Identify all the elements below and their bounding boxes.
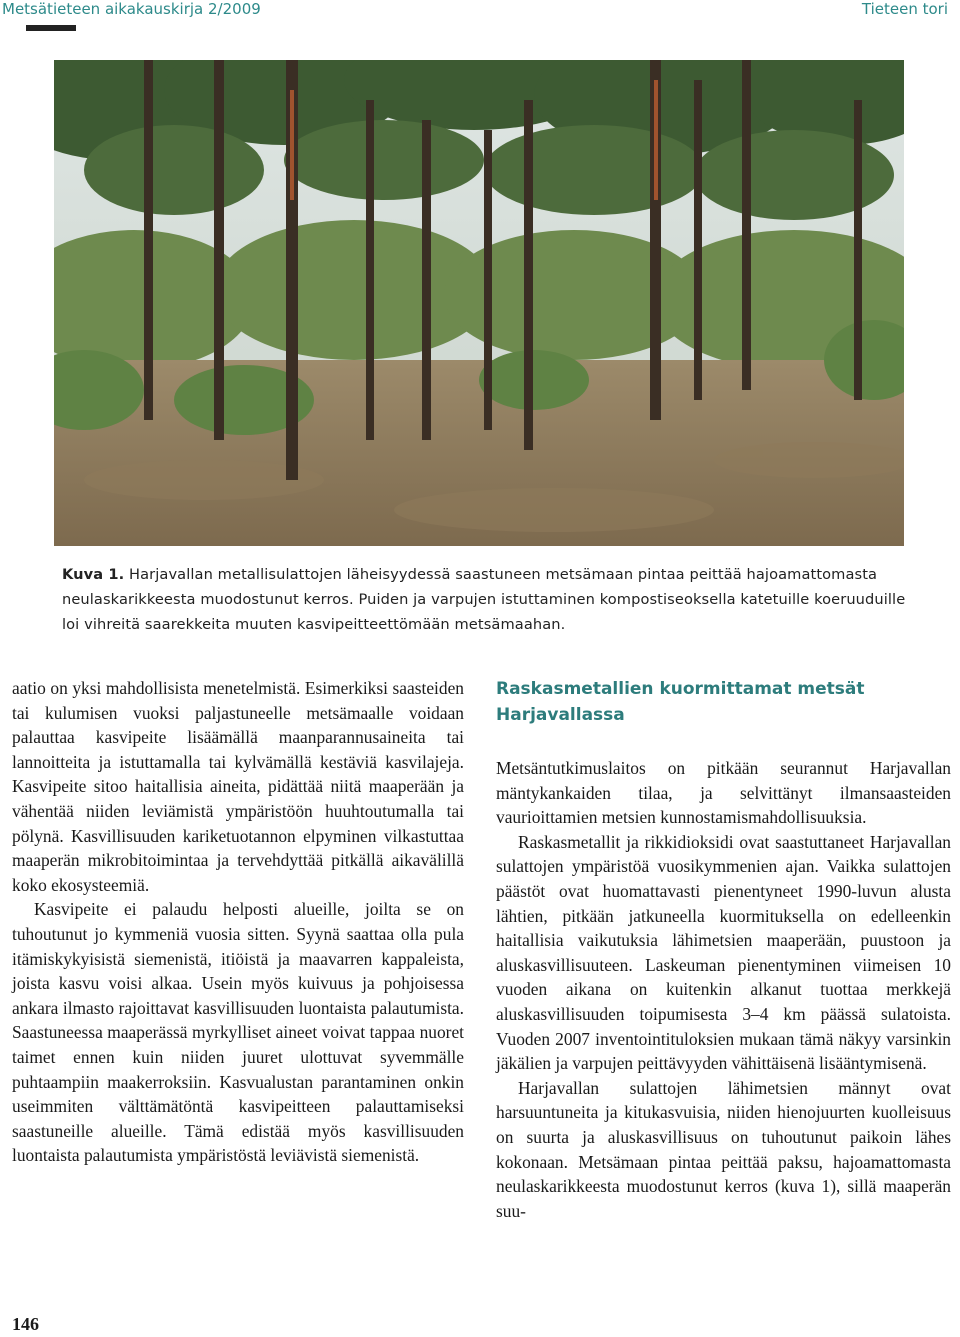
right-column bbox=[496, 676, 951, 1223]
section-title: Tieteen tori bbox=[861, 0, 948, 18]
paragraph: Kasvipeite ei palaudu helposti alueille, joilta se on tuhoutunut jo kymmeniä vuosia sitten. Syynä saattaa olla pula itämiskykyisistä siemenistä, itiöistä ja maavarren kappaleista, joista kasvu voisi alkaa. Usein myös kuivuus ja pohjoisessa ankara ilmasto rajoittavat kasvillisuuden luontaista palautumista. Saastuneessa maaperässä myrkylliset aineet voivat tappaa nuoret taimet ennen kuin niiden juuret ulottuvat syvemmälle puhtaampiin maakerroksiin. Kasvualustan parantaminen onkin useimmiten välttämätöntä kasvipeitteen palauttamiseksi saastuneille alueille. Tämä edistää myös kasvillisuuden luontaista palautumista ympäristöstä leviävistä siemenistä. bbox=[12, 899, 464, 1166]
figure-label: Kuva 1. bbox=[62, 566, 125, 583]
journal-title: Metsätieteen aikakauskirja 2/2009 bbox=[2, 0, 261, 18]
forest-photo bbox=[54, 60, 904, 546]
paragraph: aatio on yksi mahdollisista menetelmistä. Esimerkiksi saasteiden tai kulumisen vuoksi paljastuneelle metsämaalle voidaan palauttaa kasvipeite lisäämällä maanparannusaineita tai lannoitteita ja istuttamalla tai kylvämällä kestäviä kasvilajeja. Kasvipeite sitoo haitallisia aineita, pidättää niitä maaperään ja vähentää niiden leviämistä ympäristöön huuhtoutumalla tai pölynä. Kasvillisuuden kariketuotannon elpyminen vilkastuttaa maaperän mikrobitoimintaa ja tervehdyttää pitkällä aikavälillä koko ekosysteemiä. bbox=[12, 678, 464, 895]
paragraph: Raskasmetallit ja rikkidioksidi ovat saastuttaneet Harjavallan sulattojen ympäristöä vuosikymmenien ajan. Vaikka sulattojen päästöt ovat huomattavasti pienentyneet 1990-luvun alusta lähtien, pitkään jatkuneella kuormituksella on edelleenkin haitallisia vaikutuksia lähimetsien maaperään, puustoon ja aluskasvillisuuteen. Laskeuman pienentyminen viimeisen 10 vuoden aikana on kuitenkin alkanut tuottaa merkkejä aluskasvillisuuden toipumisesta 3–4 km päässä sulatoista. Vuoden 2007 inventointituloksien mukaan tämä näkyy varsinkin jäkälien ja varpujen peittävyyden vähittäisenä lisääntymisenä. bbox=[496, 831, 951, 1074]
figure-caption-text: Harjavallan metallisulattojen läheisyydessä saastuneen metsämaan pintaa peittää hajoamattomasta neulaskarikkeesta muodostunut kerros. Puiden ja varpujen istuttaminen kompostiseoksella katetuille koeruuduille loi vihreitä saarekkeita muuten kasvipeitteettömään metsämaahan. bbox=[62, 566, 906, 633]
paragraph: Harjavallan sulattojen lähimetsien männyt ovat harsuuntuneita ja kitukasvuisia, niiden hienojuurten kuolleisuus on suurta ja aluskasvillisuus on tuhoutunut paikoin lähes kokonaan. Metsämaan pintaa peittää paksu, hajoamattomasta neulaskarikkeesta muodostunut kerros (kuva 1), sillä maaperän suu- bbox=[496, 1077, 951, 1221]
header-decoration-bar bbox=[26, 25, 76, 31]
forest-photo-illustration bbox=[54, 60, 904, 546]
page-number: 146 bbox=[12, 1314, 39, 1334]
section-heading: Raskasmetallien kuormittamat metsät Harjavallassa bbox=[496, 679, 865, 725]
paragraph: Metsäntutkimuslaitos on pitkään seurannut Harjavallan mäntykankaiden tilaa, ja selvittänyt ilmansaasteiden vaurioittamien metsien kunnostamismahdollisuuksia. bbox=[496, 758, 951, 828]
figure-caption bbox=[62, 562, 908, 637]
running-header bbox=[0, 0, 960, 22]
left-column bbox=[12, 676, 464, 1168]
